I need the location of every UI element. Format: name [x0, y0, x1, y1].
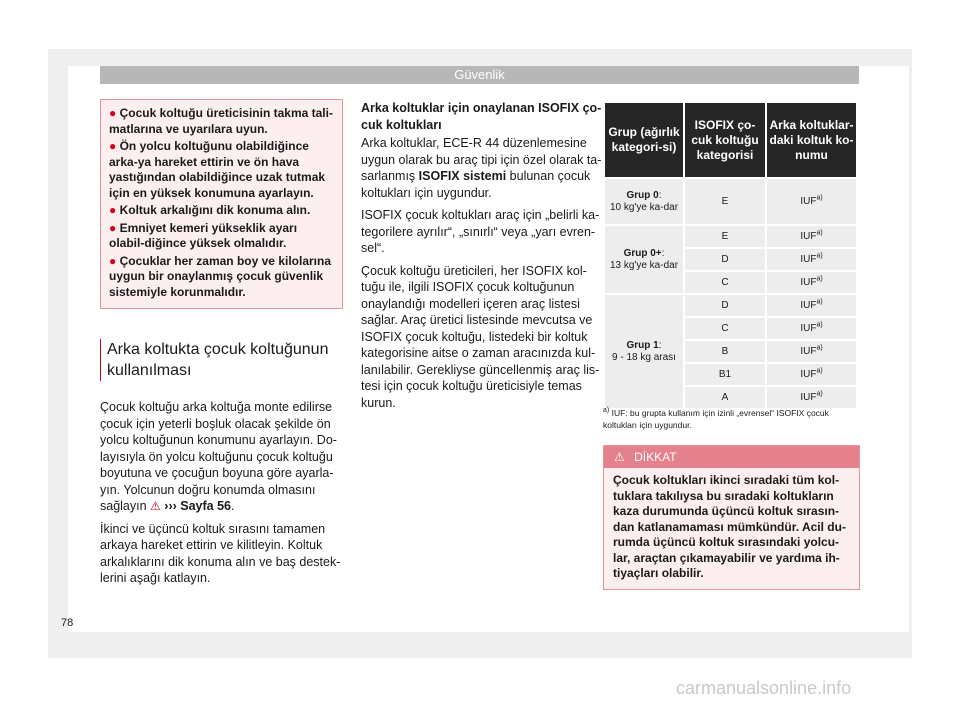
position-cell: IUF$^{a)}$	[766, 271, 857, 294]
table-header-cell: Grup (ağırlık kategori-si)	[604, 102, 684, 178]
page-reference-link[interactable]: ››› Sayfa 56	[164, 499, 231, 513]
paragraph: ISOFIX çocuk koltukları araç için „belirli ka-tegorilere ayrılır“, „sınırlı“ veya „yarı evren-sel“.	[361, 208, 600, 255]
list-item: ● Çocuklar her zaman boy ve kilolarına uygun bir onaylanmış çocuk güvenlik sistemiyle korunmalıdır.	[109, 253, 332, 299]
group-cell: Grup 0: 10 kg'ye ka-dar	[604, 178, 684, 225]
table-footnote: $^{a)}$ IUF: bu grupta kullanım için izinli „evrensel“ ISOFIX çocuk koltukları için uygundur.	[603, 407, 829, 430]
bullet-icon: ●	[109, 106, 117, 120]
warning-text: Çocuk koltukları ikinci sıradaki tüm kol-tuklara takılıysa bu sıradaki koltukların kaza durumunda üçüncü koltuk sırasın-dan katlanamaması mümkündür. Acil du-rumda üçüncü koltuk sırasındaki yolcu-lar, araçtan çıkamayabilir ve yardıma ih-tiyaçları olabilir.	[613, 473, 846, 580]
table-row	[604, 225, 857, 248]
table-header-cell: Arka koltuklar-daki koltuk ko-numu	[766, 102, 857, 178]
paragraph: Arka koltuklar, ECE-R 44 düzenlemesine uygun olarak bu araç tipi için özel olarak ta-sarlanmış ISOFIX sistemi bulunan çocuk koltukları için uygundur.	[361, 136, 602, 200]
warning-box-header	[604, 446, 859, 468]
category-cell: C	[684, 271, 766, 294]
category-cell: B	[684, 340, 766, 363]
position-cell: IUF$^{a)}$	[766, 317, 857, 340]
position-cell: IUF$^{a)}$	[766, 340, 857, 363]
list-item: ● Çocuk koltuğu üreticisinin takma tali-matlarına ve uyarılara uyun.	[109, 106, 333, 136]
paragraph: Çocuk koltuğu arka koltuğa monte edilirse çocuk için yeterli boşluk olacak şekilde ön yolcu koltuğunun konumunu ayarlayın. Do-layısıyla ön yolcu koltuğunu çocuk koltuğu boyutuna ve çocuğun boyuna göre ayarla-yın. Yolcunun doğru konumda olmasını sağlayın ⚠ ››› Sayfa 56.	[100, 400, 337, 513]
watermark: carmanualsonline.info	[676, 678, 852, 698]
position-cell: IUF$^{a)}$	[766, 225, 857, 248]
safety-notes-box	[100, 99, 343, 309]
category-cell: E	[684, 225, 766, 248]
page-number: 78	[61, 617, 74, 629]
position-cell: IUF$^{a)}$	[766, 178, 857, 225]
warning-icon: ⚠	[150, 499, 161, 513]
left-column	[100, 99, 343, 593]
position-cell: IUF$^{a)}$	[766, 363, 857, 386]
position-cell: IUF$^{a)}$	[766, 386, 857, 409]
group-cell: Grup 0+: 13 kg'ye ka-dar	[604, 225, 684, 294]
table-row	[604, 294, 857, 317]
middle-column	[361, 100, 603, 417]
position-cell: IUF$^{a)}$	[766, 294, 857, 317]
bullet-icon: ●	[109, 139, 117, 153]
section-title: Arka koltukta çocuk koltuğunun kullanılması	[100, 339, 343, 381]
position-cell: IUF$^{a)}$	[766, 248, 857, 271]
paragraph: İkinci ve üçüncü koltuk sırasını tamamen arkaya hareket ettirin ve kilitleyin. Koltuk arkalıklarını dik konuma alın ve baş destek-lerini aşağı katlayın.	[100, 521, 341, 585]
warning-title: DİKKAT	[634, 450, 677, 464]
category-cell: C	[684, 317, 766, 340]
list-item: ● Emniyet kemeri yükseklik ayarı olabil-diğince yüksek olmalıdır.	[109, 220, 298, 250]
group-cell: Grup 1: 9 - 18 kg arası	[604, 294, 684, 409]
bullet-icon: ●	[109, 203, 117, 217]
warning-icon: ⚠	[614, 450, 625, 464]
table-row	[604, 178, 857, 225]
list-item: ● Ön yolcu koltuğunu olabildiğince arka-ya hareket ettirin ve ön hava yastığından olabildiğince uzak tutmak için en yüksek konumuna ayarlayın.	[109, 139, 326, 200]
subheading: Arka koltuklar için onaylanan ISOFIX ço-cuk koltukları	[361, 101, 602, 132]
category-cell: D	[684, 294, 766, 317]
page-header: Güvenlik	[100, 66, 859, 84]
category-cell: B1	[684, 363, 766, 386]
bullet-icon: ●	[109, 253, 117, 268]
warning-box	[603, 445, 860, 590]
bullet-icon: ●	[109, 220, 117, 235]
list-item: ● Koltuk arkalığını dik konuma alın.	[109, 203, 311, 217]
category-cell: E	[684, 178, 766, 225]
category-cell: A	[684, 386, 766, 409]
table-header-row	[604, 102, 857, 178]
table-header-cell: ISOFIX ço-cuk koltuğu kategorisi	[684, 102, 766, 178]
isofix-table	[603, 101, 858, 410]
paragraph: Çocuk koltuğu üreticileri, her ISOFIX kol-tuğu ile, ilgili ISOFIX çocuk koltuğunun onaylandığı modelleri içeren araç listesi sağlar. Araç üretici listesinde mevcutsa ve ISOFIX çocuk koltuğu, listedeki bir koltuk kategorisine aitse o zaman aracınızda kul-lanılabilir. Gerekliyse güncellenmiş araç lis-tesi için çocuk koltuğu üreticisiyle temas kurun.	[361, 263, 600, 410]
category-cell: D	[684, 248, 766, 271]
